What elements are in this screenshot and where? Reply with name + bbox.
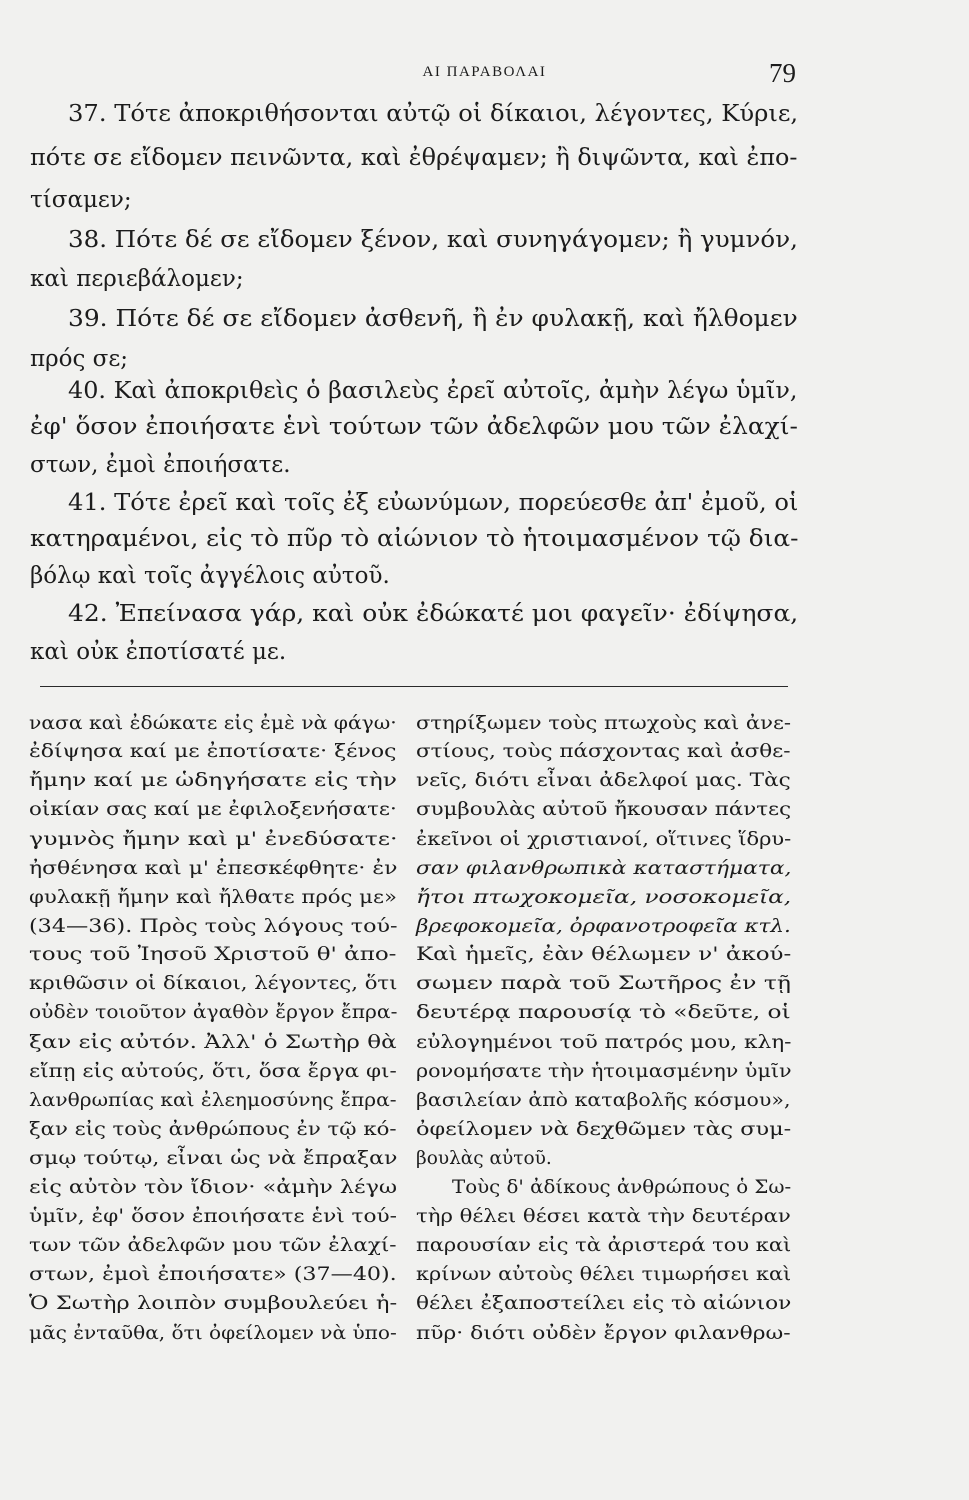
commentary-line: στίους, τοὺς πάσχοντας καὶ ἀσθε-: [416, 741, 791, 762]
commentary-line: Ὁ Σωτὴρ λοιπὸν συμβουλεύει ἡ-: [29, 1293, 398, 1314]
commentary-line: σωμεν παρὰ τοῦ Σωτῆρος ἐν τῇ: [416, 973, 791, 994]
commentary-line: στων, ἐμοὶ ἐποιήσατε» (37—40).: [29, 1264, 397, 1285]
commentary-line: γυμνὸς ἤμην καὶ μ' ἐνεδύσατε·: [29, 829, 398, 850]
commentary-line: εἰς αὐτὸν τὸν ἴδιον· «ἀμὴν λέγω: [29, 1177, 398, 1198]
commentary-line: λανθρωπίας καὶ ἐλεημοσύνης ἔπρα-: [29, 1090, 397, 1111]
commentary-line: ἐδίψησα καί με ἐποτίσατε· ξένος: [29, 741, 397, 762]
verse-line: κατηραμένοι, εἰς τὸ πῦρ τὸ αἰώνιον τὸ ἡτοιμασμένον τῷ δια-: [30, 526, 799, 552]
commentary-line: θέλει ἐξαποστείλει εἰς τὸ αἰώνιον: [416, 1293, 792, 1314]
commentary-line: δευτέρᾳ παρουσίᾳ τὸ «δεῦτε, οἱ: [416, 1002, 791, 1023]
commentary-line: οἰκίαν σας καί με ἐφιλοξενήσατε·: [29, 799, 397, 820]
commentary-line: μᾶς ἐνταῦθα, ὅτι ὀφείλομεν νὰ ὑπο-: [29, 1323, 397, 1344]
verse-line: 39. Πότε δέ σε εἴδομεν ἀσθενῆ, ἢ ἐν φυλακῇ, καὶ ἤλθομεν: [68, 306, 798, 332]
commentary-line: ἐκεῖνοι οἱ χριστιανοί, οἵτινες ἵδρυ-: [416, 829, 792, 850]
commentary-line: τους τοῦ Ἰησοῦ Χριστοῦ θ' ἀπο-: [29, 944, 397, 965]
verse-line: 42. Ἐπείνασα γάρ, καὶ οὐκ ἐδώκατέ μοι φαγεῖν· ἐδίψησα,: [68, 601, 799, 627]
commentary-line: σαν φιλανθρωπικὰ καταστήματα,: [416, 858, 792, 879]
commentary-line: ἤμην καί με ὡδηγήσατε εἰς τὴν: [29, 770, 397, 791]
verse-line: ἐφ' ὅσον ἐποιήσατε ἑνὶ τούτων τῶν ἀδελφῶν μου τῶν ἐλαχί-: [30, 414, 798, 440]
verse-line: βόλῳ καὶ τοῖς ἀγγέλοις αὐτοῦ.: [30, 563, 390, 589]
commentary-line: νεῖς, διότι εἶναι ἀδελφοί μας. Τὰς: [416, 770, 791, 791]
commentary-line: συμβουλὰς αὐτοῦ ἤκουσαν πάντες: [416, 799, 792, 820]
commentary-line: εὐλογημένοι τοῦ πατρός μου, κλη-: [416, 1032, 792, 1053]
commentary-line: τὴρ θέλει θέσει κατὰ τὴν δευτέραν: [416, 1206, 791, 1227]
commentary-line: (34—36). Πρὸς τοὺς λόγους τού-: [29, 916, 398, 937]
commentary-line: νασα καὶ ἐδώκατε εἰς ἐμὲ νὰ φάγω·: [29, 713, 397, 734]
page-number: 79: [769, 58, 796, 88]
verse-line: καὶ οὐκ ἐποτίσατέ με.: [30, 639, 287, 665]
commentary-line: ἠσθένησα καὶ μ' ἐπεσκέφθητε· ἐν: [29, 858, 398, 879]
verse-line: καὶ περιεβάλομεν;: [30, 266, 244, 292]
verse-line: 38. Πότε δέ σε εἴδομεν ξένον, καὶ συνηγάγομεν; ἢ γυμνόν,: [68, 227, 798, 253]
verse-line: 41. Τότε ἐρεῖ καὶ τοῖς ἐξ εὐωνύμων, πορεύεσθε ἀπ' ἐμοῦ, οἱ: [68, 490, 799, 516]
commentary-line: Τοὺς δ' ἀδίκους ἀνθρώπους ὁ Σω-: [452, 1177, 792, 1198]
commentary-line: οὐδὲν τοιοῦτον ἀγαθὸν ἔργον ἔπρα-: [29, 1002, 398, 1023]
commentary-line: ρονομήσατε τὴν ἡτοιμασμένην ὑμῖν: [416, 1061, 792, 1082]
commentary-line: ξαν εἰς αὐτόν. Ἀλλ' ὁ Σωτὴρ θὰ: [29, 1032, 397, 1053]
commentary-line: Καὶ ἡμεῖς, ἐὰν θέλωμεν ν' ἀκού-: [416, 944, 792, 965]
commentary-line: κρίνων αὐτοὺς θέλει τιμωρήσει καὶ: [416, 1264, 792, 1285]
commentary-line: πῦρ· διότι οὐδὲν ἔργον φιλανθρω-: [416, 1323, 791, 1344]
commentary-line: εἴπῃ εἰς αὐτούς, ὅτι, ὅσα ἔργα φι-: [29, 1061, 397, 1082]
commentary-line: στηρίξωμεν τοὺς πτωχοὺς καὶ ἀνε-: [416, 713, 792, 734]
commentary-line: ὑμῖν, ἐφ' ὅσον ἐποιήσατε ἑνὶ τού-: [29, 1206, 397, 1227]
commentary-line: βρεφοκομεῖα, ὀρφανοτροφεῖα κτλ.: [416, 916, 791, 937]
verse-line: 40. Καὶ ἀποκριθεὶς ὁ βασιλεὺς ἐρεῖ αὐτοῖς, ἀμὴν λέγω ὑμῖν,: [68, 378, 798, 404]
commentary-line: κριθῶσιν οἱ δίκαιοι, λέγοντες, ὅτι: [29, 973, 398, 994]
commentary-line: ὀφείλομεν νὰ δεχθῶμεν τὰς συμ-: [416, 1119, 792, 1140]
commentary-line: των τῶν ἀδελφῶν μου τῶν ἐλαχί-: [29, 1235, 397, 1256]
commentary-line: σμῳ τούτῳ, εἶναι ὡς νὰ ἔπραξαν: [29, 1148, 398, 1169]
verse-line: 37. Τότε ἀποκριθήσονται αὐτῷ οἱ δίκαιοι, λέγοντες, Κύριε,: [68, 101, 799, 127]
commentary-line: βασιλείαν ἀπὸ καταβολῆς κόσμου»,: [416, 1090, 791, 1111]
verse-line: στων, ἐμοὶ ἐποιήσατε.: [30, 452, 291, 478]
commentary-line: ἤτοι πτωχοκομεῖα, νοσοκομεῖα,: [416, 887, 792, 908]
commentary-line: παρουσίαν εἰς τὰ ἀριστερά του καὶ: [416, 1235, 792, 1256]
commentary-line: φυλακῇ ἤμην καὶ ἤλθατε πρός με»: [29, 887, 397, 908]
verse-line: πρός σε;: [30, 346, 129, 372]
footnote-divider: [40, 686, 788, 687]
running-title: ΑΙ ΠΑΡΑΒΟΛΑΙ: [422, 64, 547, 80]
verse-line: τίσαμεν;: [30, 187, 132, 213]
commentary-line: ξαν εἰς τοὺς ἀνθρώπους ἐν τῷ κό-: [29, 1119, 397, 1140]
verse-line: πότε σε εἴδομεν πεινῶντα, καὶ ἐθρέψαμεν; ἢ διψῶντα, καὶ ἐπο-: [30, 145, 798, 171]
commentary-line: βουλὰς αὐτοῦ.: [416, 1148, 552, 1169]
